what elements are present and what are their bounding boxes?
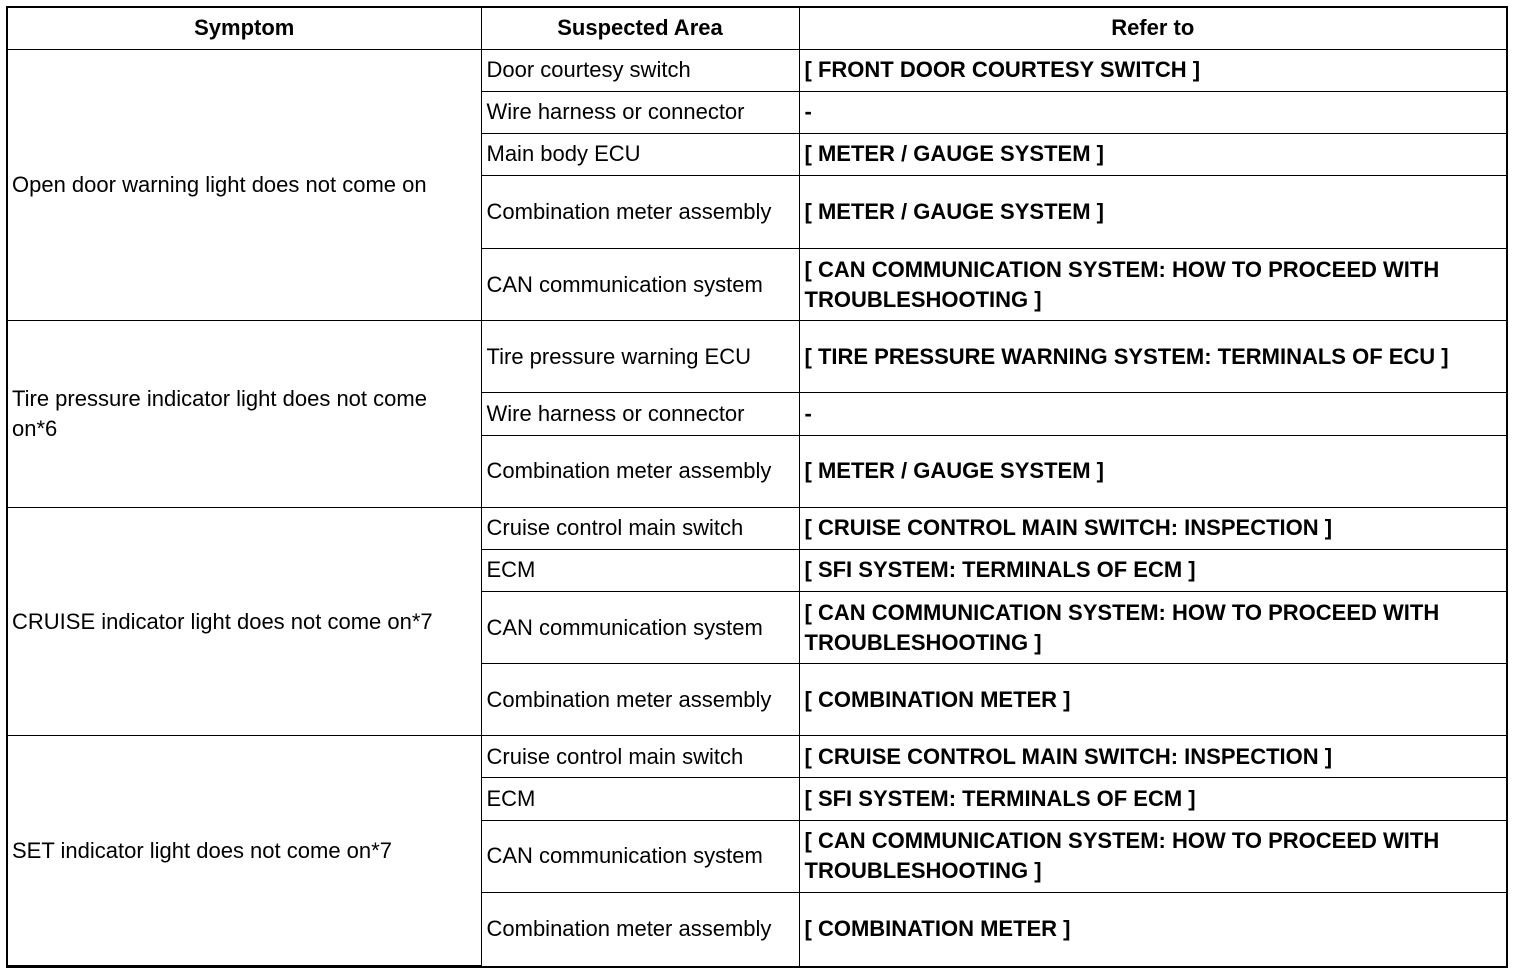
- refer-to-cell: [ SFI SYSTEM: TERMINALS OF ECM ]: [799, 549, 1506, 591]
- header-suspected-area: Suspected Area: [481, 8, 799, 49]
- suspected-area-cell: CAN communication system: [481, 592, 799, 664]
- refer-to-cell: [ CRUISE CONTROL MAIN SWITCH: INSPECTION ]: [799, 736, 1506, 778]
- refer-to-cell: -: [799, 393, 1506, 435]
- suspected-area-cell: Combination meter assembly: [481, 435, 799, 507]
- table-row: [8, 507, 1506, 549]
- symptom-cell: Open door warning light does not come on: [8, 49, 481, 321]
- suspected-area-cell: Tire pressure warning ECU: [481, 321, 799, 393]
- refer-to-cell: [ FRONT DOOR COURTESY SWITCH ]: [799, 49, 1506, 91]
- table-body: [8, 8, 1506, 966]
- refer-to-cell: [ TIRE PRESSURE WARNING SYSTEM: TERMINALS OF ECU ]: [799, 321, 1506, 393]
- symptom-cell: CRUISE indicator light does not come on*7: [8, 507, 481, 736]
- refer-to-cell: [ CRUISE CONTROL MAIN SWITCH: INSPECTION ]: [799, 507, 1506, 549]
- refer-to-cell: [ METER / GAUGE SYSTEM ]: [799, 175, 1506, 248]
- suspected-area-cell: Wire harness or connector: [481, 393, 799, 435]
- header-refer-to: Refer to: [799, 8, 1506, 49]
- refer-to-cell: [ COMBINATION METER ]: [799, 664, 1506, 736]
- refer-to-cell: [ CAN COMMUNICATION SYSTEM: HOW TO PROCEED WITH TROUBLESHOOTING ]: [799, 820, 1506, 892]
- troubleshooting-table-frame: [6, 6, 1508, 968]
- table-row: [8, 736, 1506, 778]
- refer-to-cell: -: [799, 91, 1506, 133]
- suspected-area-cell: Combination meter assembly: [481, 175, 799, 248]
- symptom-cell: Tire pressure indicator light does not come on*6: [8, 321, 481, 507]
- table-row: [8, 49, 1506, 91]
- suspected-area-cell: CAN communication system: [481, 820, 799, 892]
- refer-to-cell: [ METER / GAUGE SYSTEM ]: [799, 435, 1506, 507]
- suspected-area-cell: Door courtesy switch: [481, 49, 799, 91]
- header-symptom: Symptom: [8, 8, 481, 49]
- table-row: [8, 321, 1506, 393]
- suspected-area-cell: CAN communication system: [481, 249, 799, 321]
- refer-to-cell: [ CAN COMMUNICATION SYSTEM: HOW TO PROCEED WITH TROUBLESHOOTING ]: [799, 249, 1506, 321]
- suspected-area-cell: Cruise control main switch: [481, 507, 799, 549]
- suspected-area-cell: Combination meter assembly: [481, 664, 799, 736]
- troubleshooting-table: [8, 8, 1506, 966]
- suspected-area-cell: Cruise control main switch: [481, 736, 799, 778]
- refer-to-cell: [ SFI SYSTEM: TERMINALS OF ECM ]: [799, 778, 1506, 820]
- header-row: [8, 8, 1506, 49]
- suspected-area-cell: Combination meter assembly: [481, 892, 799, 965]
- refer-to-cell: [ COMBINATION METER ]: [799, 892, 1506, 965]
- suspected-area-cell: ECM: [481, 778, 799, 820]
- suspected-area-cell: Wire harness or connector: [481, 91, 799, 133]
- suspected-area-cell: ECM: [481, 549, 799, 591]
- refer-to-cell: [ CAN COMMUNICATION SYSTEM: HOW TO PROCEED WITH TROUBLESHOOTING ]: [799, 592, 1506, 664]
- symptom-cell: SET indicator light does not come on*7: [8, 736, 481, 966]
- refer-to-cell: [ METER / GAUGE SYSTEM ]: [799, 133, 1506, 175]
- suspected-area-cell: Main body ECU: [481, 133, 799, 175]
